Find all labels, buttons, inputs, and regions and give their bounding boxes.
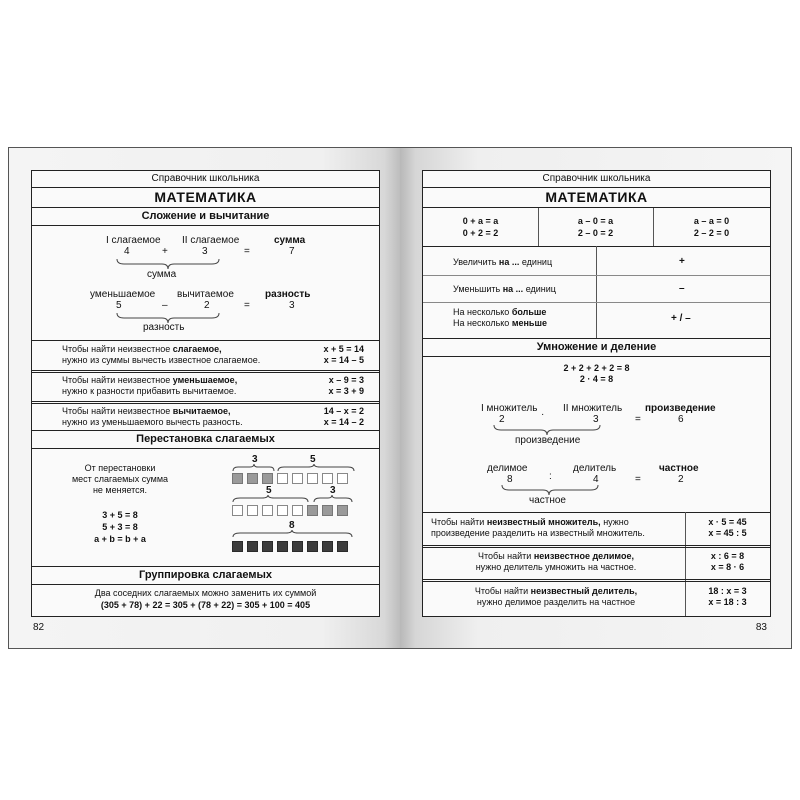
change-op-plus: + (679, 256, 685, 267)
equals-sign: = (635, 474, 641, 485)
row2-label-b: 3 (330, 485, 336, 496)
unit-square (337, 473, 348, 484)
page-number: 82 (33, 622, 45, 633)
property-cell: a – a = 0 2 – 2 = 0 (693, 216, 730, 238)
change-decrease: Уменьшить на ... единиц (453, 284, 556, 294)
page-header: Справочник школьника (423, 171, 770, 188)
property-cell: a – 0 = a 2 – 0 = 2 (577, 216, 614, 238)
unit-square (262, 473, 273, 484)
divisor-value: 4 (593, 474, 599, 485)
row2-label-a: 5 (266, 485, 272, 496)
rule-equation: 14 – x = 2 x = 14 – 2 (323, 406, 364, 427)
rule-text: Чтобы найти неизвестный делитель, нужно делимое разделить на частное (474, 586, 638, 607)
unit-square (277, 473, 288, 484)
change-increase: Увеличить на ... единиц (453, 257, 553, 267)
right-page-frame (422, 170, 771, 617)
row3-brace (232, 530, 362, 538)
unit-square (247, 541, 258, 552)
page-title: МАТЕМАТИКА (32, 188, 379, 208)
minus-sign: – (162, 300, 168, 311)
rule-equation: x – 9 = 3 x = 3 + 9 (328, 375, 364, 396)
addend1-label: I слагаемое (106, 235, 161, 246)
rule-text: Чтобы найти неизвестное делимое, нужно делитель умножить на частное. (475, 551, 637, 572)
section-heading-add-sub: Сложение и вычитание (32, 208, 379, 226)
brace-label-difference: разность (143, 322, 185, 333)
difference-value: 3 (289, 300, 295, 311)
mul-example: 2 + 2 + 2 + 2 = 8 2 · 4 = 8 (563, 363, 630, 384)
unit-square (232, 541, 243, 552)
unit-square (307, 505, 318, 516)
change-op-plus-minus: + / – (671, 313, 691, 324)
rule-equation: x + 5 = 14 x = 14 – 5 (323, 344, 364, 365)
subtrahend-value: 2 (204, 300, 210, 311)
unit-square (322, 505, 333, 516)
minuend-label: уменьшаемое (90, 289, 156, 300)
dividend-label: делимое (487, 463, 528, 474)
plus-sign: + (162, 246, 168, 257)
unit-square (277, 541, 288, 552)
divisor-label: делитель (573, 463, 617, 474)
row1-brace (232, 464, 362, 472)
rule-text: Чтобы найти неизвестный множитель, нужно произведение разделить на известный множитель. (431, 517, 645, 538)
permutation-examples: 3 + 5 = 8 5 + 3 = 8 a + b = b + a (94, 510, 146, 544)
factor2-label: II множитель (563, 403, 623, 414)
grouping-example: (305 + 78) + 22 = 305 + (78 + 22) = 305 + 100 = 405 (100, 600, 311, 610)
row1-label-b: 5 (310, 454, 316, 465)
factor1-label: I множитель (481, 403, 538, 414)
product-label: произведение (645, 403, 716, 414)
page-number: 83 (755, 622, 767, 633)
left-page (9, 148, 400, 648)
dividend-value: 8 (507, 474, 513, 485)
subtrahend-label: вычитаемое (177, 289, 234, 300)
quotient-value: 2 (678, 474, 684, 485)
factor2-value: 3 (593, 414, 599, 425)
equals-sign: = (635, 414, 641, 425)
addend2-label: II слагаемое (182, 235, 240, 246)
left-page-frame (31, 170, 380, 617)
rule-equation: x : 6 = 8 x = 8 · 6 (710, 551, 745, 572)
unit-square (247, 473, 258, 484)
page-title: МАТЕМАТИКА (423, 188, 770, 208)
property-cell: 0 + a = a 0 + 2 = 2 (462, 216, 499, 238)
addend1-value: 4 (124, 246, 130, 257)
unit-square (337, 541, 348, 552)
unit-square (262, 505, 273, 516)
unit-square (232, 473, 243, 484)
unit-square (292, 473, 303, 484)
page-header: Справочник школьника (32, 171, 379, 188)
section-heading-permutation: Перестановка слагаемых (32, 430, 379, 449)
factor1-value: 2 (499, 414, 505, 425)
unit-square (322, 541, 333, 552)
change-op-minus: – (679, 283, 685, 294)
brace-label-sum: сумма (147, 269, 177, 280)
section-heading-mul-div: Умножение и деление (423, 338, 770, 357)
rule-equation: 18 : x = 3 x = 18 : 3 (708, 586, 747, 607)
section-heading-grouping: Группировка слагаемых (32, 566, 379, 585)
right-page (400, 148, 791, 648)
minuend-value: 5 (116, 300, 122, 311)
addend2-value: 3 (202, 246, 208, 257)
dot-sign: · (541, 409, 545, 420)
unit-square (307, 541, 318, 552)
brace-label-quotient: частное (529, 495, 566, 506)
difference-label: разность (265, 289, 311, 300)
rule-text: Чтобы найти неизвестное вычитаемое, нужно из уменьшаемого вычесть разность. (62, 406, 243, 427)
unit-square (262, 541, 273, 552)
unit-square (322, 473, 333, 484)
unit-square (292, 541, 303, 552)
equals-sign: = (244, 300, 250, 311)
product-value: 6 (678, 414, 684, 425)
grouping-text: Два соседних слагаемых можно заменить их суммой (94, 588, 317, 598)
open-book (8, 147, 792, 649)
row3-total: 8 (289, 520, 295, 531)
permutation-text: От перестановки мест слагаемых сумма не меняется. (71, 463, 169, 495)
colon-sign: : (549, 471, 552, 482)
rule-equation: x · 5 = 45 x = 45 : 5 (708, 517, 747, 538)
sum-value: 7 (289, 246, 295, 257)
equals-sign: = (244, 246, 250, 257)
quotient-label: частное (659, 463, 699, 474)
unit-square (307, 473, 318, 484)
row2-brace (232, 495, 362, 503)
unit-square (337, 505, 348, 516)
unit-square (277, 505, 288, 516)
unit-square (232, 505, 243, 516)
row1-label-a: 3 (252, 454, 258, 465)
unit-square (292, 505, 303, 516)
sum-label: сумма (274, 235, 306, 246)
unit-square (247, 505, 258, 516)
change-more-less: На несколько больше На несколько меньше (453, 307, 547, 328)
rule-text: Чтобы найти неизвестное слагаемое, нужно из суммы вычесть известное слагаемое. (62, 344, 261, 365)
rule-text: Чтобы найти неизвестное уменьшаемое, нужно к разности прибавить вычитаемое. (62, 375, 238, 396)
brace-label-product: произведение (515, 435, 581, 446)
